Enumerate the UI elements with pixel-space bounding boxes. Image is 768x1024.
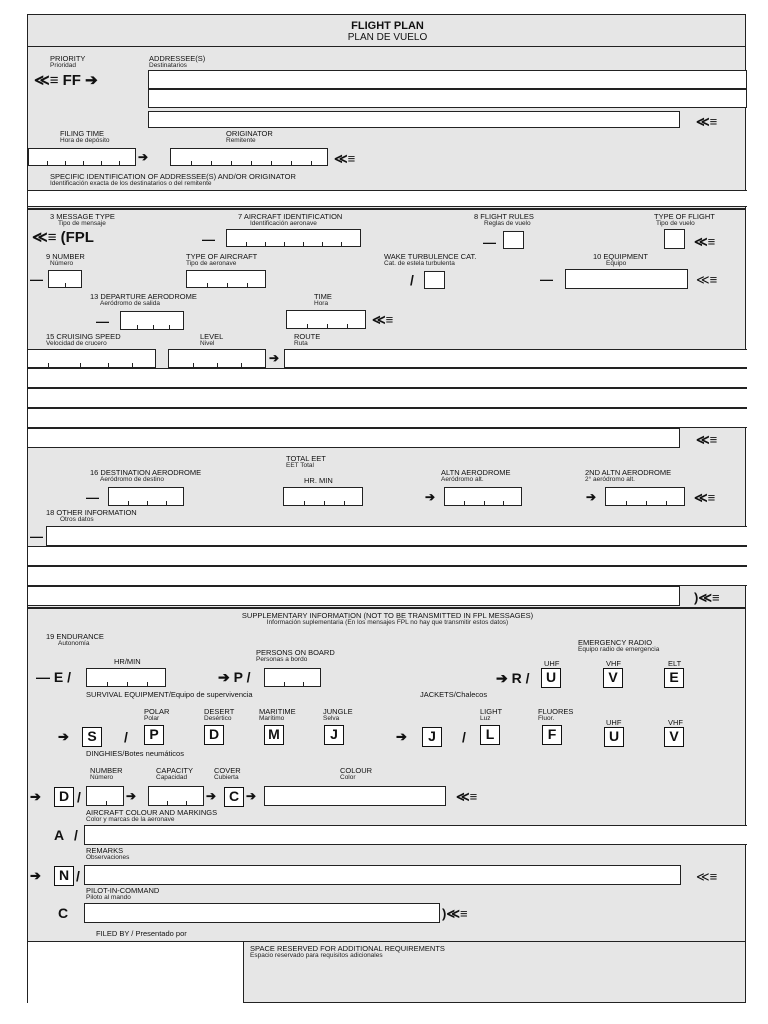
cruising-speed-field[interactable] — [28, 349, 156, 368]
aircraft-markings-field[interactable] — [84, 825, 747, 845]
message-type-prefix: ≪≡ (FPL — [32, 229, 94, 246]
aircraft-markings-label-es: Color y marcas de la aeronave — [86, 816, 175, 823]
jacket-uhf-label: UHF — [606, 718, 622, 727]
addressee-label: ADDRESSEE(S) — [149, 54, 206, 63]
end-marker: ≪≡ — [696, 272, 718, 287]
desert-label-es: Desértico — [204, 715, 232, 722]
other-info-field-3[interactable] — [28, 566, 747, 586]
route-label: ROUTE — [294, 332, 321, 341]
radio-uhf-checkbox[interactable]: U — [541, 668, 561, 688]
survival-maritime-checkbox[interactable]: M — [264, 725, 284, 745]
cover-label: COVER — [214, 766, 241, 775]
wake-cat-label: WAKE TURBULENCE CAT. — [384, 252, 477, 261]
total-eet-field[interactable] — [283, 487, 363, 506]
filing-time-label-es: Hora de depósito — [60, 137, 110, 144]
arrow-icon: ➔ — [269, 351, 280, 365]
specific-id-label-es: Identificación exacta de los destinatarios o del remitente — [50, 180, 212, 187]
maritime-label: MARITIME — [259, 707, 296, 716]
addressee-label-es: Destinatarios — [149, 62, 187, 69]
dash-icon: — — [30, 272, 43, 287]
colour-label: COLOUR — [340, 766, 373, 775]
originator-label: ORIGINATOR — [226, 129, 273, 138]
polar-label: POLAR — [144, 707, 170, 716]
level-label-es: Nivel — [200, 340, 215, 347]
time-label-es: Hora — [314, 300, 329, 307]
remarks-label-es: Observaciones — [86, 854, 130, 861]
divider — [28, 607, 745, 609]
originator-field[interactable] — [170, 148, 328, 166]
slash-icon: / — [462, 729, 466, 745]
aircraft-type-label: TYPE OF AIRCRAFT — [186, 252, 258, 261]
arrow-icon: ➔ — [58, 729, 69, 744]
survival-jungle-checkbox[interactable]: J — [324, 725, 344, 745]
dash-icon: — — [86, 490, 99, 505]
maritime-label-es: Marítimo — [259, 715, 285, 722]
slash-icon: / — [76, 868, 80, 884]
end-marker: ≪≡ — [696, 869, 718, 884]
destination-label-es: Aeródromo de destino — [100, 476, 164, 483]
slash-icon: / — [77, 789, 81, 805]
end-marker: ≪≡ — [694, 234, 716, 249]
endurance-label: 19 ENDURANCE — [46, 632, 104, 641]
number-field[interactable] — [48, 270, 82, 288]
survival-equipment-label: SURVIVAL EQUIPMENT/Equipo de supervivencia — [86, 690, 253, 699]
dash-icon: — — [483, 235, 496, 250]
cruising-speed-label: 15 CRUISING SPEED — [46, 332, 121, 341]
addressee-field-1[interactable] — [148, 70, 747, 89]
dash-icon: — — [540, 272, 553, 287]
number-label: 9 NUMBER — [46, 252, 85, 261]
originator-label-es: Remitente — [226, 137, 256, 144]
dash-icon: — — [202, 232, 215, 247]
flight-rules-label: 8 FLIGHT RULES — [474, 212, 534, 221]
destination-label: 16 DESTINATION AERODROME — [90, 468, 202, 477]
supplementary-title-es: Información suplementaria (En los mensajes FPL no hay que transmitir estos datos) — [266, 619, 509, 626]
addressee-field-3[interactable] — [148, 111, 680, 128]
jungle-label: JUNGLE — [323, 707, 353, 716]
dinghies-label: DINGHIES/Botes neumáticos — [86, 749, 184, 758]
message-type-label: 3 MESSAGE TYPE — [50, 212, 115, 221]
elt-label: ELT — [668, 659, 682, 668]
wake-cat-field[interactable] — [424, 271, 445, 289]
departure-label: 13 DEPARTURE AERODROME — [90, 292, 197, 301]
end-marker: ≪≡ — [694, 490, 716, 505]
equipment-field[interactable] — [565, 269, 688, 289]
equipment-label: 10 EQUIPMENT — [593, 252, 649, 261]
close-marker: )≪≡ — [694, 590, 720, 605]
altn-aerodrome-label-es: Aeródromo alt. — [441, 476, 484, 483]
departure-label-es: Aeródromo de salida — [100, 300, 160, 307]
dinghy-capacity-field[interactable] — [148, 786, 204, 806]
jackets-light-checkbox[interactable]: L — [480, 725, 500, 745]
message-type-label-es: Tipo de mensaje — [58, 220, 106, 227]
other-info-label: 18 OTHER INFORMATION — [46, 508, 137, 517]
route-label-es: Ruta — [294, 340, 308, 347]
total-eet-label: TOTAL EET — [286, 454, 326, 463]
supplementary-title: SUPPLEMENTARY INFORMATION (NOT TO BE TRANSMITTED IN FPL MESSAGES) — [241, 611, 534, 620]
filed-by-field[interactable] — [28, 942, 244, 1003]
priority-label-es: Prioridad — [50, 62, 77, 69]
arrow-icon: ➔ — [138, 150, 149, 164]
jackets-label: JACKETS/Chalecos — [420, 690, 488, 699]
dinghy-cover-checkbox[interactable]: C — [224, 787, 244, 807]
second-altn-label: 2ND ALTN AERODROME — [585, 468, 672, 477]
route-field-2[interactable] — [28, 368, 747, 388]
persons-on-board-label-es: Personas a bordo — [256, 656, 308, 663]
remarks-label: REMARKS — [86, 846, 124, 855]
end-marker: ≪≡ — [334, 151, 356, 166]
arrow-icon: ➔ — [206, 789, 217, 803]
light-label: LIGHT — [480, 707, 503, 716]
other-info-field-4[interactable] — [28, 586, 680, 606]
jackets-uhf-checkbox[interactable]: U — [604, 727, 624, 747]
second-altn-label-es: 2° aeródromo alt. — [585, 476, 635, 483]
altn-aerodrome-field[interactable] — [444, 487, 522, 506]
route-field-3[interactable] — [28, 388, 747, 408]
jackets-fluores-checkbox[interactable]: F — [542, 725, 562, 745]
arrow-icon: ➔ — [396, 729, 407, 744]
route-field-1[interactable] — [284, 349, 747, 368]
slash-icon: / — [74, 827, 78, 843]
other-info-field-1[interactable] — [46, 526, 747, 546]
arrow-icon: ➔ — [425, 490, 436, 504]
aircraft-id-field[interactable] — [226, 229, 361, 247]
dash-icon: — — [96, 314, 109, 329]
wake-cat-label-es: Cat. de estela turbulenta — [384, 260, 455, 267]
survival-polar-checkbox[interactable]: P — [144, 725, 164, 745]
hr-min-label: HR/MIN — [114, 657, 141, 666]
end-marker: ≪≡ — [456, 789, 478, 804]
dash-icon: — — [30, 529, 43, 544]
total-eet-label-es: EET Total — [286, 462, 314, 469]
colour-label-es: Color — [340, 774, 356, 781]
end-marker: ≪≡ — [696, 114, 718, 129]
pilot-in-command-prefix: C — [58, 905, 69, 921]
radio-vhf-checkbox[interactable]: V — [603, 668, 623, 688]
emergency-radio-label-es: Equipo radio de emergencia — [578, 646, 660, 653]
remarks-checkbox[interactable]: N — [54, 866, 74, 886]
dinghy-colour-field[interactable] — [264, 786, 446, 806]
altn-aerodrome-label: ALTN AERODROME — [441, 468, 511, 477]
jackets-vhf-checkbox[interactable]: V — [664, 727, 684, 747]
radio-elt-checkbox[interactable]: E — [664, 668, 684, 688]
time-label: TIME — [314, 292, 332, 301]
capacity-label-es: Capacidad — [156, 774, 188, 781]
arrow-icon: ➔ — [126, 789, 137, 803]
arrow-icon: ➔ — [30, 789, 41, 804]
arrow-icon: ➔ — [30, 868, 41, 883]
flight-rules-label-es: Reglas de vuelo — [484, 220, 531, 227]
hr-min-label: HR. MIN — [304, 476, 333, 485]
priority-label: PRIORITY — [50, 54, 86, 63]
aircraft-type-label-es: Tipo de aeronave — [186, 260, 237, 267]
endurance-label-es: Autonomía — [58, 640, 90, 647]
uhf-label: UHF — [544, 659, 560, 668]
persons-on-board-prefix: ➔ P / — [218, 669, 251, 685]
additional-requirements-label-es: Espacio reservado para requisitos adicionales — [250, 952, 383, 959]
divider — [28, 46, 745, 47]
addressee-field-2[interactable] — [148, 89, 747, 108]
filing-time-label: FILING TIME — [60, 129, 105, 138]
aircraft-id-label-es: Identificación aeronave — [250, 220, 317, 227]
jackets-checkbox[interactable]: J — [422, 727, 442, 747]
end-marker: ≪≡ — [372, 312, 394, 327]
dinghy-number-label: NUMBER — [90, 766, 123, 775]
filed-by-label: FILED BY / Presentado por — [96, 929, 187, 938]
arrow-icon: ➔ — [246, 789, 257, 803]
specific-id-label: SPECIFIC IDENTIFICATION OF ADDRESSEE(S) AND/OR ORIGINATOR — [50, 172, 296, 181]
other-info-label-es: Otros datos — [60, 516, 94, 523]
endurance-field[interactable] — [86, 668, 166, 687]
aircraft-markings-label: AIRCRAFT COLOUR AND MARKINGS — [86, 808, 218, 817]
other-info-field-2[interactable] — [28, 546, 747, 566]
form-subtitle: PLAN DE VUELO — [347, 32, 428, 43]
aircraft-type-field[interactable] — [186, 270, 266, 288]
pilot-in-command-label: PILOT-IN-COMMAND — [86, 886, 160, 895]
specific-id-field[interactable] — [28, 190, 747, 207]
close-marker: )≪≡ — [442, 906, 468, 921]
slash-icon: / — [124, 729, 128, 745]
time-field[interactable] — [286, 310, 366, 329]
fluores-label: FLUORES — [538, 707, 574, 716]
flight-rules-field[interactable] — [503, 231, 524, 249]
arrow-icon: ➔ — [586, 490, 597, 504]
form-title: FLIGHT PLAN — [351, 20, 424, 32]
aircraft-markings-prefix: A — [54, 827, 65, 843]
pilot-in-command-field[interactable] — [84, 903, 440, 923]
type-of-flight-label: TYPE OF FLIGHT — [654, 212, 715, 221]
end-marker: ≪≡ — [696, 432, 718, 447]
filing-time-field[interactable] — [28, 148, 136, 166]
slash-icon: / — [410, 272, 414, 288]
divider — [28, 208, 745, 210]
vhf-label: VHF — [606, 659, 621, 668]
cruising-speed-label-es: Velocidad de crucero — [46, 340, 107, 347]
survival-desert-checkbox[interactable]: D — [204, 725, 224, 745]
persons-on-board-field[interactable] — [264, 668, 321, 687]
jacket-vhf-label: VHF — [668, 718, 683, 727]
light-label-es: Luz — [480, 715, 491, 722]
type-of-flight-label-es: Tipo de vuelo — [656, 220, 695, 227]
aircraft-id-label: 7 AIRCRAFT IDENTIFICATION — [238, 212, 343, 221]
cover-label-es: Cubierta — [214, 774, 239, 781]
endurance-prefix: — E / — [36, 669, 72, 685]
route-field-4[interactable] — [28, 408, 747, 428]
survival-s-checkbox[interactable]: S — [82, 727, 102, 747]
flight-plan-form — [27, 14, 746, 1003]
dinghy-number-field[interactable] — [86, 786, 124, 806]
remarks-field[interactable] — [84, 865, 681, 885]
jungle-label-es: Selva — [323, 715, 340, 722]
destination-field[interactable] — [108, 487, 184, 506]
number-label-es: Número — [50, 260, 74, 267]
dinghy-number-label-es: Número — [90, 774, 114, 781]
additional-requirements-label: SPACE RESERVED FOR ADDITIONAL REQUIREMENTS — [250, 944, 445, 953]
equipment-label-es: Equipo — [606, 260, 627, 267]
pilot-in-command-label-es: Piloto al mando — [86, 894, 131, 901]
route-field-5[interactable] — [28, 428, 680, 448]
level-label: LEVEL — [200, 332, 224, 341]
desert-label: DESERT — [204, 707, 235, 716]
level-field[interactable] — [168, 349, 266, 368]
persons-on-board-label: PERSONS ON BOARD — [256, 648, 335, 657]
emergency-radio-label: EMERGENCY RADIO — [578, 638, 653, 647]
fluores-label-es: Fluor. — [538, 715, 555, 722]
dinghies-checkbox[interactable]: D — [54, 787, 74, 807]
departure-field[interactable] — [120, 311, 184, 330]
capacity-label: CAPACITY — [156, 766, 193, 775]
type-of-flight-field[interactable] — [664, 229, 685, 249]
emergency-radio-prefix: ➔ R / — [496, 670, 530, 686]
priority-prefix: ≪≡ FF ➔ — [34, 72, 98, 89]
second-altn-field[interactable] — [605, 487, 685, 506]
polar-label-es: Polar — [144, 715, 160, 722]
